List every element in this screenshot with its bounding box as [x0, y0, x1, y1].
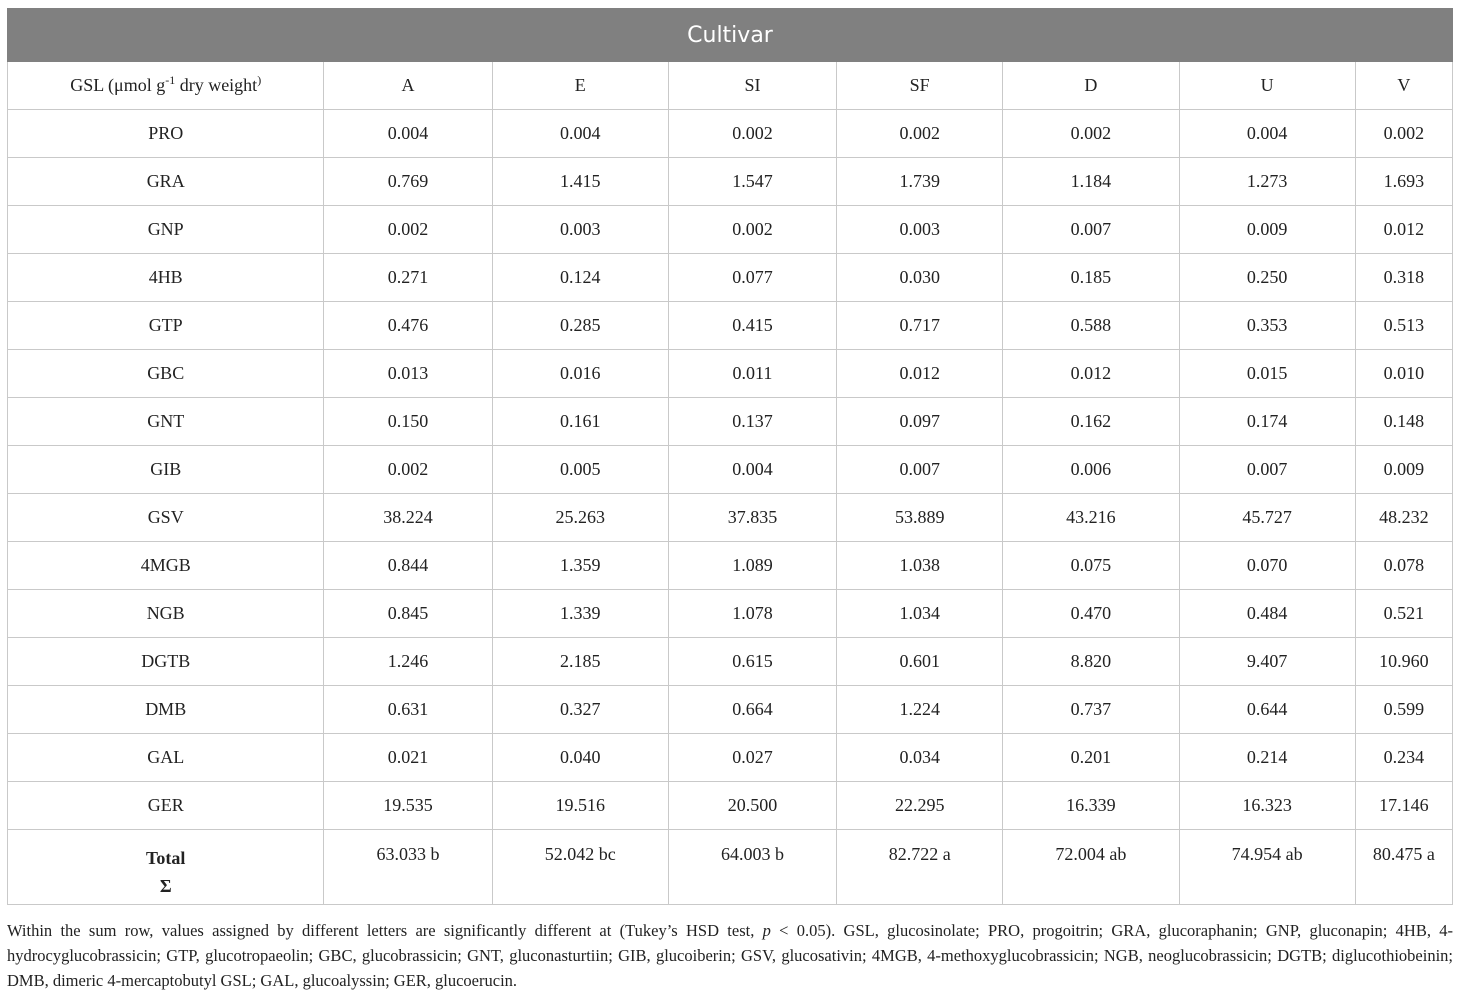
- row-label: PRO: [8, 110, 324, 158]
- table-cell: 0.234: [1355, 734, 1452, 782]
- table-row: [8, 494, 1453, 542]
- table-cell: 0.484: [1179, 590, 1355, 638]
- table-cell: 0.002: [668, 110, 836, 158]
- row-label: GTP: [8, 302, 324, 350]
- gsl-header-pre: GSL (μmol g: [70, 75, 166, 95]
- table-cell: 0.769: [324, 158, 492, 206]
- table-row: [8, 638, 1453, 686]
- table-cell: 0.124: [492, 254, 668, 302]
- row-label: DMB: [8, 686, 324, 734]
- table-cell: 16.323: [1179, 782, 1355, 830]
- total-cell: 80.475 a: [1355, 830, 1452, 905]
- header-row: [8, 62, 1453, 110]
- table-cell: 0.513: [1355, 302, 1452, 350]
- table-cell: 0.644: [1179, 686, 1355, 734]
- table-cell: 0.327: [492, 686, 668, 734]
- total-cell: 63.033 b: [324, 830, 492, 905]
- table-cell: 0.521: [1355, 590, 1452, 638]
- table-cell: 0.006: [1003, 446, 1179, 494]
- table-cell: 1.184: [1003, 158, 1179, 206]
- gsl-table-container: [7, 8, 1453, 905]
- table-cell: 0.588: [1003, 302, 1179, 350]
- table-cell: 25.263: [492, 494, 668, 542]
- table-cell: 0.174: [1179, 398, 1355, 446]
- table-cell: 9.407: [1179, 638, 1355, 686]
- table-cell: 0.003: [492, 206, 668, 254]
- gsl-header-post: dry weight: [175, 75, 258, 95]
- row-label: GIB: [8, 446, 324, 494]
- table-cell: 0.007: [837, 446, 1003, 494]
- table-cell: 48.232: [1355, 494, 1452, 542]
- row-label: GER: [8, 782, 324, 830]
- table-cell: 0.148: [1355, 398, 1452, 446]
- table-cell: 0.285: [492, 302, 668, 350]
- total-cell: 72.004 ab: [1003, 830, 1179, 905]
- table-cell: 16.339: [1003, 782, 1179, 830]
- row-label: DGTB: [8, 638, 324, 686]
- column-header-e: E: [492, 62, 668, 110]
- table-cell: 0.007: [1003, 206, 1179, 254]
- table-cell: 1.339: [492, 590, 668, 638]
- table-cell: 0.717: [837, 302, 1003, 350]
- table-cell: 0.615: [668, 638, 836, 686]
- table-cell: 0.601: [837, 638, 1003, 686]
- table-cell: 0.075: [1003, 542, 1179, 590]
- table-row: [8, 686, 1453, 734]
- footnote-p-symbol: p: [762, 921, 771, 940]
- table-cell: 0.040: [492, 734, 668, 782]
- table-cell: 0.162: [1003, 398, 1179, 446]
- row-label: GNT: [8, 398, 324, 446]
- table-cell: 20.500: [668, 782, 836, 830]
- table-cell: 0.009: [1179, 206, 1355, 254]
- table-cell: 1.224: [837, 686, 1003, 734]
- table-cell: 0.011: [668, 350, 836, 398]
- table-cell: 0.844: [324, 542, 492, 590]
- table-cell: 0.737: [1003, 686, 1179, 734]
- table-cell: 45.727: [1179, 494, 1355, 542]
- table-cell: 0.030: [837, 254, 1003, 302]
- table-row: [8, 542, 1453, 590]
- table-cell: 43.216: [1003, 494, 1179, 542]
- column-header-sf: SF: [837, 62, 1003, 110]
- table-cell: 0.012: [1003, 350, 1179, 398]
- table-cell: 0.009: [1355, 446, 1452, 494]
- table-footnote: [7, 918, 1453, 993]
- table-cell: 0.021: [324, 734, 492, 782]
- table-cell: 1.273: [1179, 158, 1355, 206]
- row-label: 4MGB: [8, 542, 324, 590]
- total-label: [8, 830, 324, 905]
- table-cell: 0.004: [1179, 110, 1355, 158]
- table-cell: 22.295: [837, 782, 1003, 830]
- table-cell: 0.631: [324, 686, 492, 734]
- table-cell: 0.845: [324, 590, 492, 638]
- table-cell: 8.820: [1003, 638, 1179, 686]
- table-cell: 0.002: [1355, 110, 1452, 158]
- table-body: [8, 110, 1453, 830]
- table-cell: 0.077: [668, 254, 836, 302]
- table-cell: 0.027: [668, 734, 836, 782]
- table-cell: 0.004: [492, 110, 668, 158]
- table-cell: 1.038: [837, 542, 1003, 590]
- table-cell: 0.476: [324, 302, 492, 350]
- table-cell: 0.004: [324, 110, 492, 158]
- table-cell: 0.002: [1003, 110, 1179, 158]
- table-cell: 19.535: [324, 782, 492, 830]
- table-cell: 38.224: [324, 494, 492, 542]
- column-header-a: A: [324, 62, 492, 110]
- total-cell: 74.954 ab: [1179, 830, 1355, 905]
- table-cell: 0.470: [1003, 590, 1179, 638]
- table-cell: 0.002: [837, 110, 1003, 158]
- cultivar-banner: Cultivar: [8, 9, 1453, 62]
- table-cell: 0.007: [1179, 446, 1355, 494]
- table-cell: 0.015: [1179, 350, 1355, 398]
- table-cell: 17.146: [1355, 782, 1452, 830]
- table-cell: 19.516: [492, 782, 668, 830]
- total-label-text: Total: [146, 848, 186, 868]
- table-cell: 0.161: [492, 398, 668, 446]
- table-cell: 0.002: [668, 206, 836, 254]
- sigma-symbol: Σ: [159, 876, 172, 896]
- table-row: [8, 206, 1453, 254]
- table-cell: 0.002: [324, 206, 492, 254]
- table-cell: 0.097: [837, 398, 1003, 446]
- table-cell: 1.359: [492, 542, 668, 590]
- column-header-u: U: [1179, 62, 1355, 110]
- column-header-si: SI: [668, 62, 836, 110]
- table-cell: 0.137: [668, 398, 836, 446]
- table-row: [8, 590, 1453, 638]
- gsl-table: [7, 8, 1453, 905]
- table-cell: 0.599: [1355, 686, 1452, 734]
- table-cell: 37.835: [668, 494, 836, 542]
- gsl-header-sup: -1: [165, 73, 176, 87]
- table-cell: 0.034: [837, 734, 1003, 782]
- column-header-v: V: [1355, 62, 1452, 110]
- table-cell: 0.214: [1179, 734, 1355, 782]
- table-row: [8, 350, 1453, 398]
- table-cell: 0.201: [1003, 734, 1179, 782]
- row-label: GNP: [8, 206, 324, 254]
- table-row: [8, 398, 1453, 446]
- footnote-part2: < 0.05). GSL, glucosinolate; PRO, progoitrin; GRA, glucoraphanin; GNP, gluconapin; 4HB, 4-hydrocyglucobrassicin; GTP, glucotropaeolin; GBC, glucobrassicin; GNT, gluconasturtiin; GIB, glucoiberin; GSV, glucosativin; 4MGB, 4-methoxyglucobrassicin; NGB, neoglucobrassicin; DGTB; diglucothiobeinin; DMB, dimeric 4-mercaptobutyl GSL; GAL, glucoalyssin; GER, glucoerucin.: [7, 921, 1453, 990]
- table-cell: 0.185: [1003, 254, 1179, 302]
- footnote-part1: Within the sum row, values assigned by different letters are significantly different at (Tukey’s HSD test,: [7, 921, 763, 940]
- row-label: GSV: [8, 494, 324, 542]
- table-cell: 0.002: [324, 446, 492, 494]
- table-row: [8, 110, 1453, 158]
- table-cell: 0.016: [492, 350, 668, 398]
- row-label: GBC: [8, 350, 324, 398]
- column-header-d: D: [1003, 62, 1179, 110]
- table-cell: 1.078: [668, 590, 836, 638]
- table-cell: 0.353: [1179, 302, 1355, 350]
- table-cell: 0.070: [1179, 542, 1355, 590]
- table-cell: 0.005: [492, 446, 668, 494]
- table-cell: 0.004: [668, 446, 836, 494]
- table-row: [8, 782, 1453, 830]
- total-cell: 52.042 bc: [492, 830, 668, 905]
- row-label: GAL: [8, 734, 324, 782]
- table-cell: 10.960: [1355, 638, 1452, 686]
- table-cell: 0.010: [1355, 350, 1452, 398]
- table-row: [8, 734, 1453, 782]
- table-row: [8, 254, 1453, 302]
- table-cell: 0.318: [1355, 254, 1452, 302]
- total-cell: 82.722 a: [837, 830, 1003, 905]
- total-row: [8, 830, 1453, 905]
- total-cell: 64.003 b: [668, 830, 836, 905]
- table-cell: 1.739: [837, 158, 1003, 206]
- table-row: [8, 302, 1453, 350]
- table-row: [8, 158, 1453, 206]
- table-cell: 0.250: [1179, 254, 1355, 302]
- table-cell: 1.547: [668, 158, 836, 206]
- table-cell: 0.078: [1355, 542, 1452, 590]
- table-cell: 2.185: [492, 638, 668, 686]
- gsl-header-sup2: ): [257, 73, 262, 87]
- table-cell: 0.012: [1355, 206, 1452, 254]
- table-row: [8, 446, 1453, 494]
- table-cell: 0.013: [324, 350, 492, 398]
- table-cell: 0.150: [324, 398, 492, 446]
- table-cell: 1.034: [837, 590, 1003, 638]
- row-label: 4HB: [8, 254, 324, 302]
- table-cell: 53.889: [837, 494, 1003, 542]
- table-cell: 0.003: [837, 206, 1003, 254]
- table-cell: 0.271: [324, 254, 492, 302]
- row-label: NGB: [8, 590, 324, 638]
- table-cell: 1.089: [668, 542, 836, 590]
- row-label: GRA: [8, 158, 324, 206]
- table-cell: 1.693: [1355, 158, 1452, 206]
- table-cell: 1.415: [492, 158, 668, 206]
- table-cell: 0.012: [837, 350, 1003, 398]
- table-cell: 0.664: [668, 686, 836, 734]
- gsl-column-header: [8, 62, 324, 110]
- table-cell: 1.246: [324, 638, 492, 686]
- table-cell: 0.415: [668, 302, 836, 350]
